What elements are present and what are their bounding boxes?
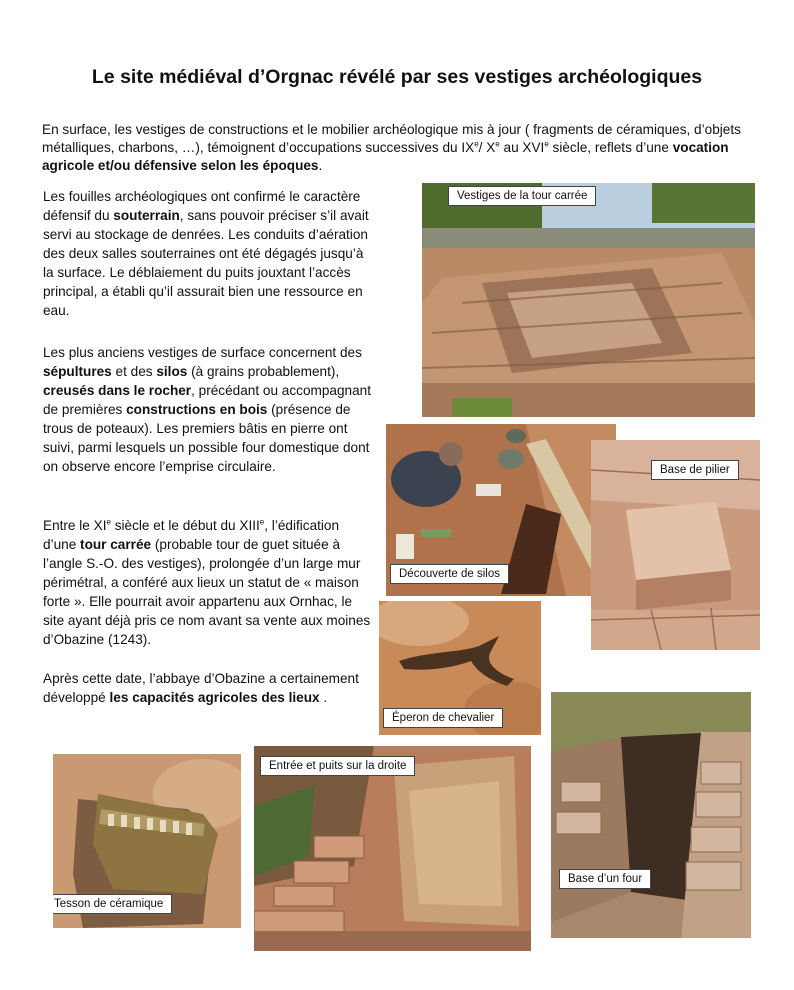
paragraph-obazine: Après cette date, l’abbaye d’Obazine a certainement développé les capacités agricoles des lieux .: [43, 671, 359, 705]
caption-tour-carree: Vestiges de la tour carrée: [448, 186, 596, 206]
photo-entree-puits: [254, 746, 531, 951]
caption-four: Base d’un four: [559, 869, 651, 889]
paragraph-souterrain: Les fouilles archéologiques ont confirmé le caractère défensif du souterrain, sans pouvoir préciser s’il avait servi au stockage de denrées. Les conduits d’aération des deux salles souterraines ont été dégagés jusqu’à la surface. Le déblaiement du puits jouxtant l’accès principal, a établi qu’il assurait bien une ressource en eau.: [43, 189, 369, 318]
photo-tesson: [53, 754, 241, 928]
caption-eperon: Éperon de chevalier: [383, 708, 503, 728]
photo-pilier: [591, 440, 760, 650]
caption-silos: Découverte de silos: [390, 564, 509, 584]
photo-eperon: [379, 601, 541, 735]
caption-pilier: Base de pilier: [651, 460, 739, 480]
caption-tesson: Tesson de céramique: [53, 894, 172, 914]
paragraph-tour-carree: Entre le XIe siècle et le début du XIIIe, l’édification d’une tour carrée (probable tour de guet située à l’angle S.-O. des vestiges), prolongée d’un large mur périmétral, a conféré aux lieux un statut de « maison forte ». Elle pourrait avoir appartenu aux Ornhac, le site ayant déjà pris ce nom avant sa vente aux moines d’Obazine (1243).: [43, 517, 371, 647]
intro-paragraph: En surface, les vestiges de constructions et le mobilier archéologique mis à jour ( fragments de céramiques, d’objets métalliques, charbons, …), témoignent d’occupations successives du IXe/ Xe au XVIe siècle, reflets d’une vocation agricole et/ou défensive selon les époques.: [42, 122, 741, 173]
photo-silos: [386, 424, 616, 596]
photo-four: [551, 692, 751, 938]
paragraph-anciens-vestiges: Les plus anciens vestiges de surface concernent des sépultures et des silos (à grains probablement), creusés dans le rocher, précédant ou accompagnant de premières constructions en bois (présence de trous de poteaux). Les premiers bâtis en pierre ont suivi, parmi lesquels un possible four domestique dont on observe encore l’emprise circulaire.: [43, 345, 371, 474]
page-title: Le site médiéval d’Orgnac révélé par ses vestiges archéologiques: [91, 66, 703, 88]
caption-entree-puits: Entrée et puits sur la droite: [260, 756, 415, 776]
photo-tour-carree: [422, 183, 755, 417]
